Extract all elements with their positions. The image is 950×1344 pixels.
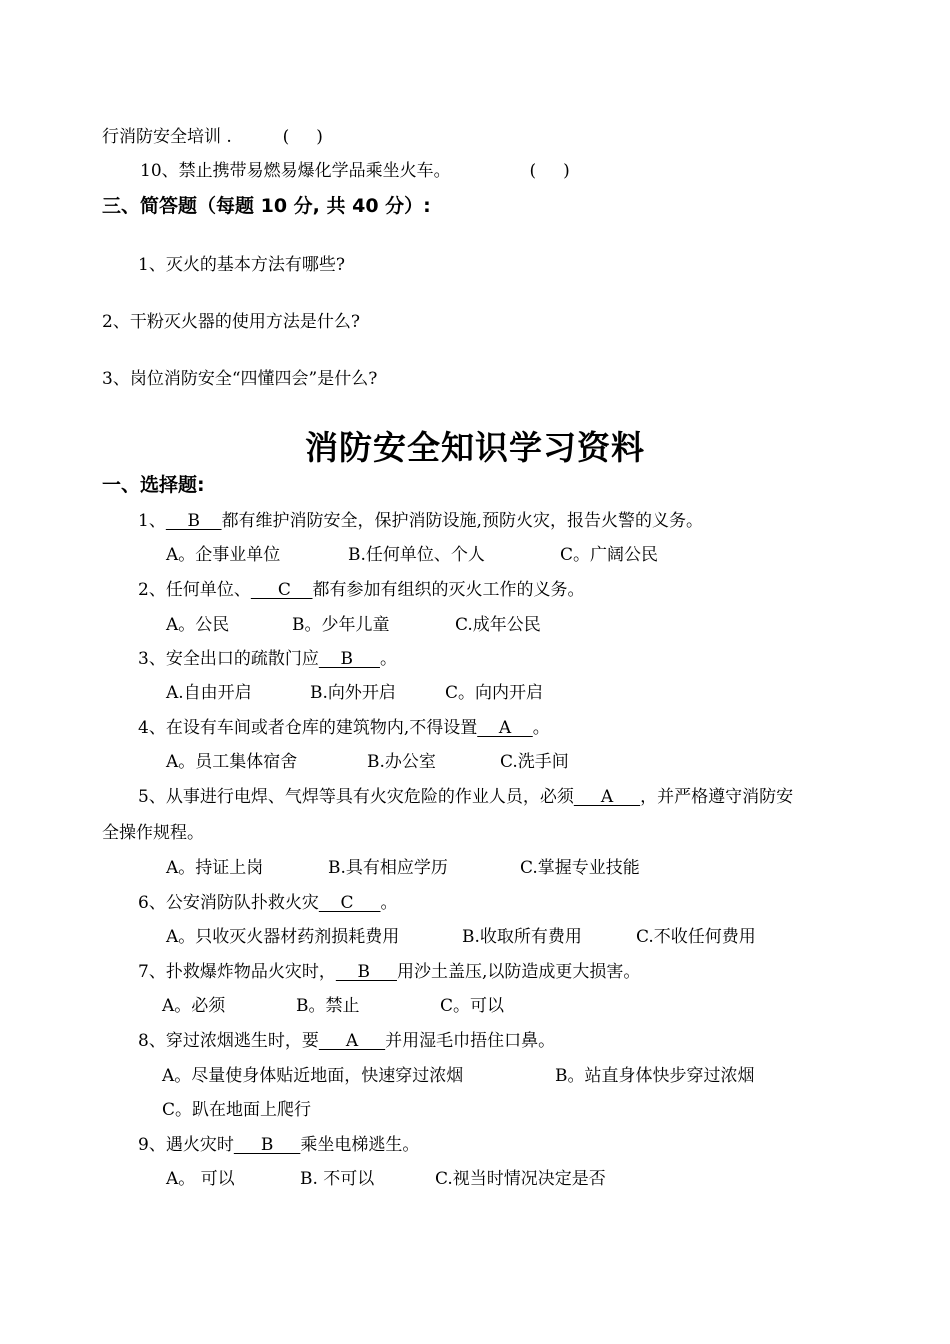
question-suffix: 都有参加有组织的灭火工作的义务。 (312, 580, 585, 600)
question-suffix: ，并严格遵守消防安 (640, 787, 794, 807)
option-c: C.掌握专业技能 (520, 858, 640, 878)
option-a: A。尽量使身体贴近地面，快速穿过浓烟 (162, 1066, 464, 1086)
answer-blank: B (318, 649, 380, 669)
question-text: 10、禁止携带易燃易爆化学品乘坐火车。 (140, 161, 451, 181)
choice-question-4 (138, 717, 550, 739)
question-prefix: 8、穿过浓烟逃生时，要 (138, 1031, 319, 1051)
document-title: 消防安全知识学习资料 (305, 428, 645, 467)
option-b: B。少年儿童 (292, 615, 390, 635)
answer-blank: A (477, 718, 533, 738)
option-c: C。趴在地面上爬行 (162, 1100, 312, 1120)
answer-paren: ( ) (529, 161, 570, 181)
choice-question-8 (138, 1030, 555, 1052)
option-a: A。必须 (162, 996, 226, 1016)
short-answer-question-3: 3、岗位消防安全“四懂四会”是什么? (102, 369, 378, 389)
question-prefix: 1、 (138, 511, 166, 531)
question-prefix: 7、扑救爆炸物品火灾时， (138, 962, 336, 982)
option-c: C.洗手间 (500, 752, 569, 772)
question-prefix: 6、公安消防队扑救火灾 (138, 893, 319, 913)
answer-blank: C (318, 893, 381, 913)
choice-question-1 (138, 510, 703, 532)
prev-question-tail (102, 126, 323, 148)
option-a: A.自由开启 (166, 683, 252, 703)
question-prefix: 9、遇火灾时 (138, 1135, 234, 1155)
question-prefix: 2、任何单位、 (138, 580, 251, 600)
option-c: C.视当时情况决定是否 (435, 1169, 606, 1189)
option-b: B.任何单位、个人 (348, 545, 485, 565)
option-b: B.向外开启 (310, 683, 396, 703)
choice-question-7 (138, 961, 640, 983)
choice-question-2 (138, 579, 584, 601)
question-continuation: 全操作规程。 (102, 823, 204, 843)
option-a: A。企事业单位 (166, 545, 281, 565)
option-b: B.办公室 (367, 752, 436, 772)
choice-question-9 (138, 1134, 419, 1156)
choice-question-6 (138, 892, 397, 914)
choice-question-3 (138, 648, 397, 670)
prev-question-text: 行消防安全培训 . (102, 127, 232, 147)
option-b: B. 不可以 (300, 1169, 375, 1189)
option-a: A。员工集体宿舍 (166, 752, 298, 772)
answer-blank: A (573, 787, 641, 807)
short-answer-question-1: 1、灭火的基本方法有哪些? (138, 255, 345, 275)
option-b: B.具有相应学历 (328, 858, 448, 878)
option-b: B。禁止 (296, 996, 360, 1016)
option-a: A。持证上岗 (166, 858, 264, 878)
option-c: C。向内开启 (445, 683, 544, 703)
option-b: B。站直身体快步穿过浓烟 (555, 1066, 755, 1086)
question-prefix: 3、安全出口的疏散门应 (138, 649, 319, 669)
answer-blank: B (165, 511, 222, 531)
short-answer-question-2: 2、干粉灭火器的使用方法是什么? (102, 312, 360, 332)
option-c: C。广阔公民 (560, 545, 659, 565)
answer-blank: B (233, 1135, 301, 1155)
question-prefix: 5、从事进行电焊、气焊等具有火灾危险的作业人员，必须 (138, 787, 574, 807)
option-c: C。可以 (440, 996, 505, 1016)
question-suffix: 。 (532, 718, 550, 738)
question-suffix: 。 (379, 649, 397, 669)
question-prefix: 4、在设有车间或者仓库的建筑物内,不得设置 (138, 718, 478, 738)
question-suffix: 都有维护消防安全，保护消防设施,预防火灾，报告火警的义务。 (221, 511, 703, 531)
question-suffix: 。 (380, 893, 398, 913)
section-heading-multiple-choice: 一、选择题: (102, 474, 205, 496)
question-suffix: 用沙土盖压,以防造成更大损害。 (396, 962, 641, 982)
section-heading-short-answer: 三、简答题（每题 10 分, 共 40 分）: (102, 195, 431, 217)
option-b: B.收取所有费用 (462, 927, 582, 947)
option-c: C.成年公民 (455, 615, 541, 635)
option-c: C.不收任何费用 (636, 927, 756, 947)
option-a: A。只收灭火器材药剂损耗费用 (166, 927, 400, 947)
question-suffix: 乘坐电梯逃生。 (300, 1135, 420, 1155)
answer-paren: ( ) (282, 127, 323, 147)
choice-question-5 (138, 786, 793, 808)
answer-blank: C (250, 580, 313, 600)
option-a: A。公民 (166, 615, 230, 635)
option-a: A。 可以 (166, 1169, 235, 1189)
true-false-question-10 (140, 160, 570, 182)
question-suffix: 并用湿毛巾捂住口鼻。 (385, 1031, 556, 1051)
answer-blank: B (335, 962, 397, 982)
answer-blank: A (318, 1031, 386, 1051)
